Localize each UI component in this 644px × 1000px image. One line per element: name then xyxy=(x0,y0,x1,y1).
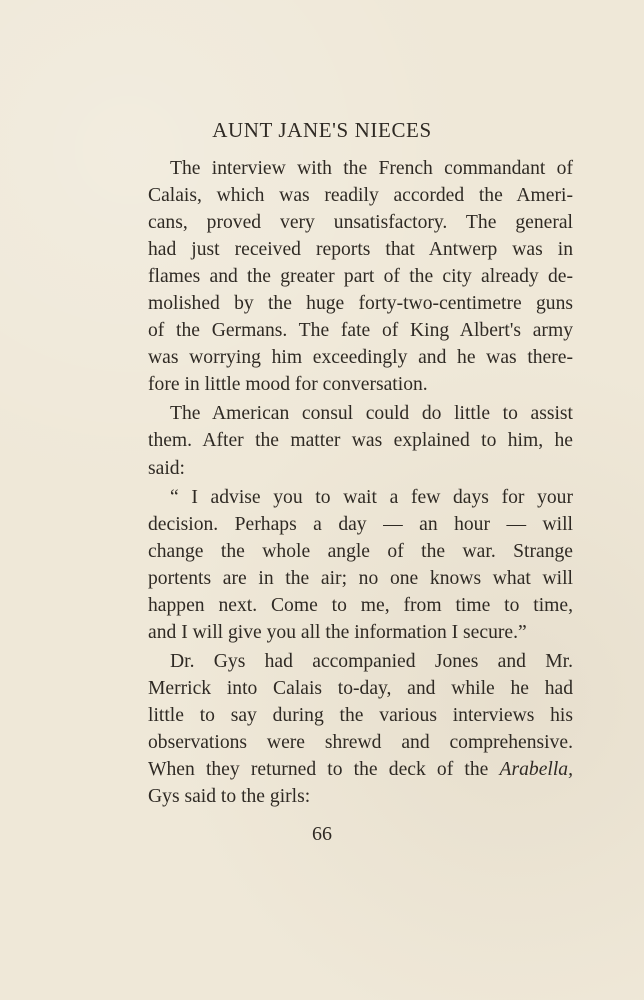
text-line: Gys said to the girls: xyxy=(148,786,311,808)
text-line: had just received reports that Antwerp was in xyxy=(148,239,573,261)
text-line: The interview with the French commandant of xyxy=(170,158,573,179)
page-number: 66 xyxy=(312,823,332,845)
text-line: Merrick into Calais to-day, and while he had xyxy=(148,677,573,699)
ship-name: Arabella, xyxy=(499,759,573,781)
text-line: said: xyxy=(148,457,186,479)
text-line: decision. Perhaps a day — an hour — will xyxy=(148,513,573,535)
text-line: observations were shrewd and comprehensive. xyxy=(148,731,573,753)
text-line: of the Germans. The fate of King Albert's army xyxy=(148,320,573,342)
text-line: change the whole angle of the war. Strange xyxy=(148,540,573,562)
paragraph xyxy=(148,400,573,481)
quoted-paragraph xyxy=(148,484,573,646)
text-line: little to say during the various interviews his xyxy=(148,704,573,726)
text-line: and I will give you all the information I secure.” xyxy=(148,621,527,643)
line-text: When they returned to the deck of the xyxy=(148,759,500,781)
text-line: Calais, which was readily accorded the Ameri- xyxy=(148,185,573,207)
running-head: AUNT JANE'S NIECES xyxy=(212,118,432,142)
text-line: portents are in the air; no one knows what will xyxy=(148,567,573,589)
text-line: was worrying him exceedingly and he was there- xyxy=(148,347,573,369)
text-line: happen next. Come to me, from time to time, xyxy=(148,594,573,616)
text-line: fore in little mood for conversation. xyxy=(148,374,428,396)
text-line: The American consul could do little to assist xyxy=(170,403,573,425)
paragraph xyxy=(148,648,573,810)
text-line: molished by the huge forty-two-centimetre guns xyxy=(148,293,573,315)
text-line: “ I advise you to wait a few days for your xyxy=(170,486,573,508)
paragraph xyxy=(148,155,573,398)
text-line: cans, proved very unsatisfactory. The general xyxy=(148,212,573,234)
body-text xyxy=(148,155,573,810)
text-line: flames and the greater part of the city already de- xyxy=(148,266,573,288)
text-line xyxy=(148,756,573,783)
text-line: Dr. Gys had accompanied Jones and Mr. xyxy=(170,650,573,672)
text-line: them. After the matter was explained to him, he xyxy=(148,430,573,452)
